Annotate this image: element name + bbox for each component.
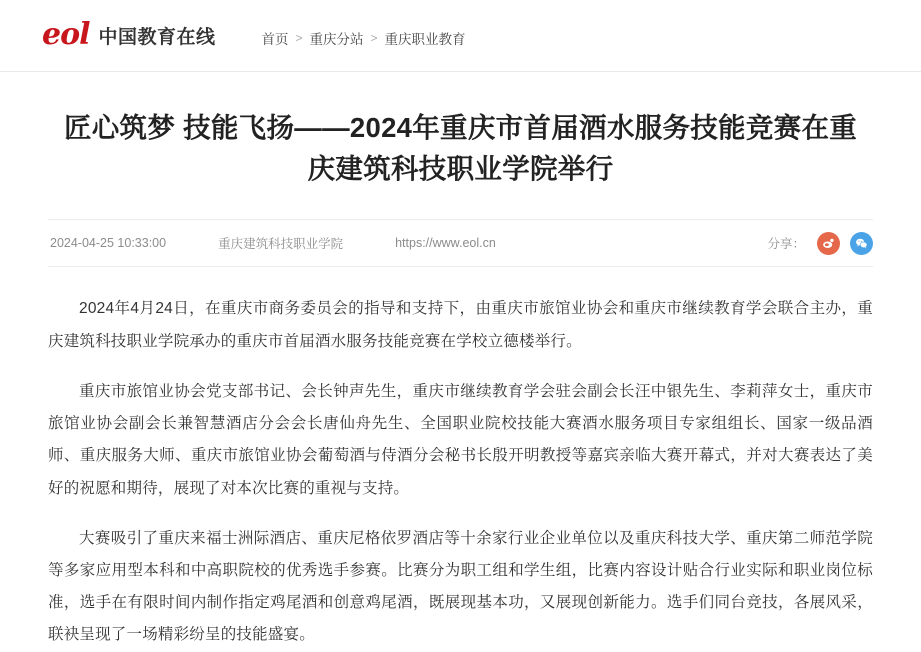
article-meta-bar [48, 219, 873, 267]
weibo-share-icon[interactable] [817, 232, 840, 255]
article-source: 重庆建筑科技职业学院 [218, 237, 344, 252]
breadcrumb [262, 28, 466, 48]
article-date: 2024-04-25 10:33:00 [50, 236, 167, 251]
article-container [0, 108, 921, 652]
site-logo-text: 中国教育在线 [98, 27, 216, 48]
breadcrumb-separator-icon: > [295, 30, 303, 45]
article-body [48, 293, 873, 651]
breadcrumb-separator-icon: > [370, 30, 378, 45]
breadcrumb-item-chongqing[interactable]: 重庆分站 [309, 31, 364, 47]
article-paragraph: 大赛吸引了重庆来福士洲际酒店、重庆尼格依罗酒店等十余家行业企业单位以及重庆科技大学、重庆第二师范学院等多家应用型本科和中高职院校的优秀选手参赛。比赛分为职工组和学生组，比赛内容设计贴合行业实际和职业岗位标准，选手在有限时间内制作指定鸡尾酒和创意鸡尾酒，既展现基本功，又展现创新能力。选手们同台竞技，各展风采，联袂呈现了一场精彩纷呈的技能盛宴。 [48, 529, 873, 644]
breadcrumb-item-vocational[interactable]: 重庆职业教育 [384, 31, 466, 47]
site-header [0, 0, 921, 72]
site-logo[interactable] [42, 16, 216, 52]
article-paragraph: 重庆市旅馆业协会党支部书记、会长钟声先生，重庆市继续教育学会驻会副会长汪中银先生、李莉萍女士，重庆市旅馆业协会副会长兼智慧酒店分会会长唐仙舟先生、全国职业院校技能大赛酒水服务项目专家组组长、国家一级品酒师、重庆服务大师、重庆市旅馆业协会葡萄酒与侍酒分会秘书长殷开明教授等嘉宾亲临大赛开幕式，并对大赛表达了美好的祝愿和期待，展现了对本次比赛的重视与支持。 [48, 382, 873, 497]
page-title: 匠心筑梦 技能飞扬——2024年重庆市首届酒水服务技能竞赛在重庆建筑科技职业学院举行 [63, 112, 858, 184]
article-url: https://www.eol.cn [395, 236, 496, 251]
share-group [767, 232, 873, 255]
eol-logo-icon: eol [42, 16, 90, 52]
article-paragraph: 2024年4月24日，在重庆市商务委员会的指导和支持下，由重庆市旅馆业协会和重庆市继续教育学会联合主办，重庆建筑科技职业学院承办的重庆市首届酒水服务技能竞赛在学校立德楼举行。 [48, 300, 873, 350]
share-label: 分享： [767, 237, 805, 252]
wechat-share-icon[interactable] [850, 232, 873, 255]
breadcrumb-item-home[interactable]: 首页 [261, 31, 289, 47]
